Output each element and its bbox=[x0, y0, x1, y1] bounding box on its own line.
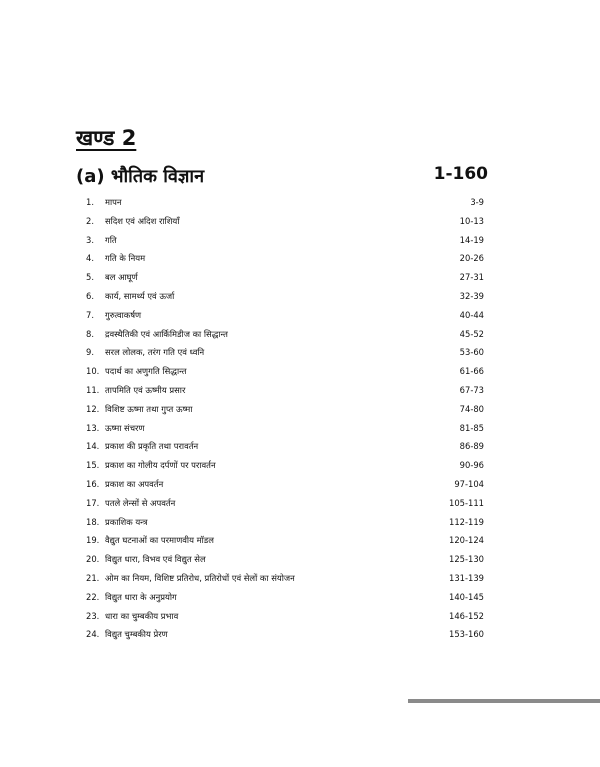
toc-entry-pages: 32-39 bbox=[459, 290, 484, 301]
toc-entry-pages: 61-66 bbox=[459, 366, 484, 377]
toc-entry-number: 5. bbox=[86, 272, 94, 283]
toc-row bbox=[86, 569, 484, 588]
toc-entry-number: 19. bbox=[86, 535, 100, 546]
toc-entry-title: विद्युत चुम्बकीय प्रेरण bbox=[105, 629, 168, 640]
toc-entry-title: तापमिति एवं ऊष्मीय प्रसार bbox=[105, 384, 186, 395]
toc-entry-number: 7. bbox=[86, 309, 94, 320]
toc-entry-pages: 105-111 bbox=[449, 497, 484, 508]
toc-entry-pages: 153-160 bbox=[449, 629, 484, 640]
toc-entry-pages: 131-139 bbox=[449, 572, 484, 583]
toc-entry-number: 8. bbox=[86, 328, 94, 339]
toc-entry-pages: 74-80 bbox=[459, 403, 484, 414]
toc-entry-pages: 120-124 bbox=[449, 535, 484, 546]
toc-entry-pages: 53-60 bbox=[459, 347, 484, 358]
toc-entry-title: पतले लेन्सों से अपवर्तन bbox=[105, 497, 176, 508]
toc-entry-title: गति bbox=[105, 234, 117, 245]
toc-entry-title: प्रकाश की प्रकृति तथा परावर्तन bbox=[105, 441, 199, 452]
toc-entry-pages: 112-119 bbox=[449, 516, 484, 527]
toc-entry-pages: 140-145 bbox=[449, 591, 484, 602]
toc-row bbox=[86, 343, 484, 362]
toc-entry-pages: 40-44 bbox=[459, 309, 484, 320]
footer-bar bbox=[408, 699, 600, 703]
section-page-range: 1-160 bbox=[433, 164, 488, 184]
part-title: खण्ड 2 bbox=[76, 126, 137, 150]
toc-row bbox=[86, 625, 484, 644]
toc-entry-pages: 3-9 bbox=[470, 197, 484, 207]
toc-row bbox=[86, 268, 484, 287]
toc-entry-title: विशिष्ट ऊष्मा तथा गुप्त ऊष्मा bbox=[105, 403, 193, 414]
toc-row bbox=[86, 513, 484, 532]
toc-entry-number: 23. bbox=[86, 610, 100, 621]
toc-entry-title: कार्य, सामर्थ्य एवं ऊर्जा bbox=[105, 290, 175, 301]
toc-entry-title: द्रवस्थैतिकी एवं आर्किमिडीज का सिद्धान्त bbox=[105, 328, 228, 339]
toc-entry-number: 10. bbox=[86, 366, 100, 377]
toc-row bbox=[86, 550, 484, 569]
toc-row bbox=[86, 287, 484, 306]
toc-entry-number: 18. bbox=[86, 516, 100, 527]
toc-entry-pages: 81-85 bbox=[459, 422, 484, 433]
toc-row bbox=[86, 607, 484, 626]
toc-entry-title: विद्युत धारा, विभव एवं विद्युत सेल bbox=[105, 554, 206, 565]
toc-row bbox=[86, 193, 484, 212]
toc-row bbox=[86, 381, 484, 400]
toc-entry-number: 2. bbox=[86, 215, 94, 226]
toc-entry-pages: 14-19 bbox=[459, 234, 484, 245]
toc-entry-title: मापन bbox=[105, 197, 122, 207]
toc-entry-number: 20. bbox=[86, 554, 100, 565]
toc-entry-number: 14. bbox=[86, 441, 100, 452]
toc-row bbox=[86, 419, 484, 438]
toc-entry-pages: 86-89 bbox=[459, 441, 484, 452]
toc-entry-pages: 45-52 bbox=[459, 328, 484, 339]
table-of-contents bbox=[86, 193, 484, 644]
section-title: (a) भौतिक विज्ञान bbox=[76, 166, 205, 187]
toc-row bbox=[86, 306, 484, 325]
toc-entry-pages: 125-130 bbox=[449, 554, 484, 565]
toc-entry-number: 6. bbox=[86, 290, 94, 301]
toc-entry-title: बल आघूर्ण bbox=[105, 272, 138, 283]
toc-row bbox=[86, 362, 484, 381]
toc-row bbox=[86, 437, 484, 456]
toc-row bbox=[86, 588, 484, 607]
toc-entry-number: 16. bbox=[86, 478, 100, 489]
toc-entry-title: वैद्युत घटनाओं का परमाणवीय मॉडल bbox=[105, 535, 214, 546]
toc-row bbox=[86, 212, 484, 231]
toc-entry-pages: 10-13 bbox=[459, 215, 484, 226]
toc-entry-title: विद्युत धारा के अनुप्रयोग bbox=[105, 591, 177, 602]
toc-entry-pages: 90-96 bbox=[459, 460, 484, 471]
toc-row bbox=[86, 231, 484, 250]
toc-row bbox=[86, 249, 484, 268]
toc-entry-title: पदार्थ का अणुगति सिद्धान्त bbox=[105, 366, 187, 377]
toc-row bbox=[86, 494, 484, 513]
toc-entry-pages: 20-26 bbox=[459, 253, 484, 264]
toc-entry-title: प्रकाश का गोलीय दर्पणों पर परावर्तन bbox=[105, 460, 216, 471]
toc-entry-pages: 67-73 bbox=[459, 384, 484, 395]
toc-entry-pages: 146-152 bbox=[449, 610, 484, 621]
toc-entry-number: 3. bbox=[86, 234, 94, 245]
toc-entry-pages: 97-104 bbox=[454, 478, 484, 489]
toc-entry-title: ओम का नियम, विशिष्ट प्रतिरोध, प्रतिरोधों एवं सेलों का संयोजन bbox=[105, 572, 295, 583]
section-header bbox=[76, 164, 488, 190]
toc-row bbox=[86, 400, 484, 419]
toc-entry-title: प्रकाश का अपवर्तन bbox=[105, 478, 164, 489]
toc-entry-title: गुरुत्वाकर्षण bbox=[105, 309, 142, 320]
toc-entry-number: 15. bbox=[86, 460, 100, 471]
toc-entry-pages: 27-31 bbox=[459, 272, 484, 283]
toc-entry-number: 12. bbox=[86, 403, 100, 414]
toc-entry-number: 21. bbox=[86, 572, 100, 583]
toc-entry-title: धारा का चुम्बकीय प्रभाव bbox=[105, 610, 179, 621]
toc-entry-title: सरल लोलक, तरंग गति एवं ध्वनि bbox=[105, 347, 205, 358]
toc-entry-number: 13. bbox=[86, 422, 100, 433]
toc-row bbox=[86, 456, 484, 475]
toc-entry-title: गति के नियम bbox=[105, 253, 146, 264]
toc-entry-title: ऊष्मा संचरण bbox=[105, 422, 145, 433]
toc-entry-number: 4. bbox=[86, 253, 94, 264]
toc-entry-number: 11. bbox=[86, 384, 100, 395]
toc-entry-number: 22. bbox=[86, 591, 100, 602]
toc-entry-title: प्रकाशिक यन्त्र bbox=[105, 516, 148, 527]
toc-entry-number: 24. bbox=[86, 629, 100, 640]
toc-entry-number: 9. bbox=[86, 347, 94, 358]
toc-entry-number: 1. bbox=[86, 197, 94, 207]
toc-row bbox=[86, 475, 484, 494]
toc-row bbox=[86, 531, 484, 550]
toc-entry-number: 17. bbox=[86, 497, 100, 508]
toc-row bbox=[86, 325, 484, 344]
toc-entry-title: सदिश एवं अदिश राशियाँ bbox=[105, 215, 180, 226]
